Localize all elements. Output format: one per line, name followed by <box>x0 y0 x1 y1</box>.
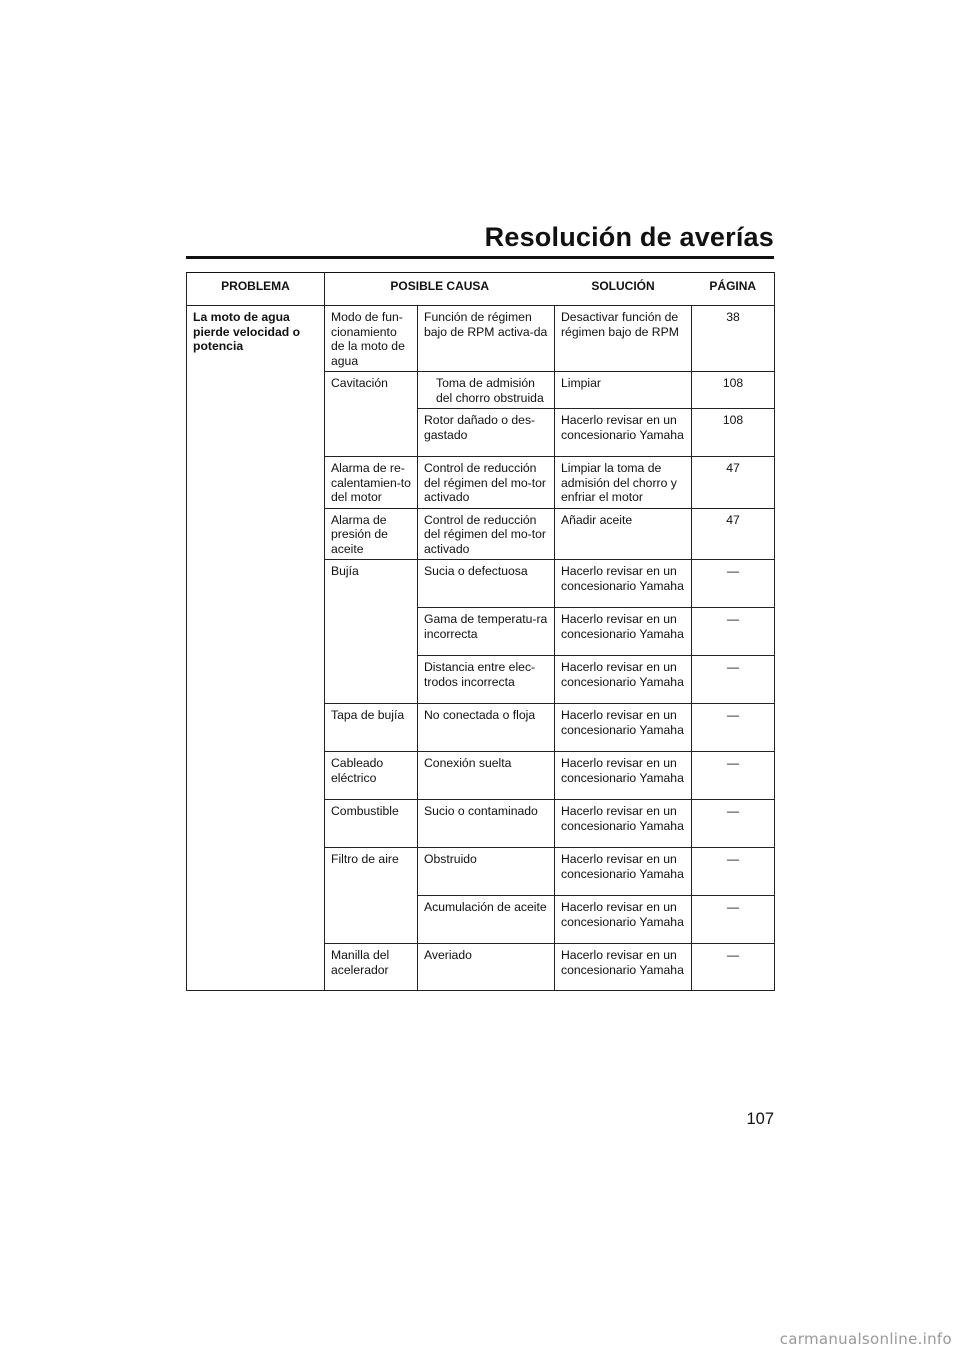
page-number: 107 <box>746 1110 774 1128</box>
header-problema: PROBLEMA <box>187 273 325 306</box>
detail-cell: Acumulación de aceite <box>418 896 555 944</box>
detail-cell: Distancia entre elec-trodos incorrecta <box>418 656 555 704</box>
page-cell: 108 <box>692 372 775 409</box>
detail-cell: Obstruido <box>418 848 555 896</box>
cause-cell: Cavitación <box>325 372 418 457</box>
solution-cell: Hacerlo revisar en un concesionario Yamaha <box>555 800 692 848</box>
page-cell: 47 <box>692 508 775 560</box>
cause-cell: Modo de fun-cionamiento de la moto de agua <box>325 306 418 372</box>
page-cell: 47 <box>692 457 775 509</box>
detail-cell: Sucia o defectuosa <box>418 560 555 608</box>
header-pagina: PÁGINA <box>692 273 775 306</box>
troubleshooting-table <box>186 272 775 991</box>
page-cell: — <box>692 848 775 896</box>
page-cell: — <box>692 608 775 656</box>
solution-cell: Hacerlo revisar en un concesionario Yamaha <box>555 608 692 656</box>
page-cell: 108 <box>692 409 775 457</box>
solution-cell: Añadir aceite <box>555 508 692 560</box>
detail-text: Toma de admisión del chorro obstruida <box>436 376 544 405</box>
solution-cell: Limpiar la toma de admisión del chorro y enfriar el motor <box>555 457 692 509</box>
cause-cell: Filtro de aire <box>325 848 418 944</box>
detail-cell: Función de régimen bajo de RPM activa-da <box>418 306 555 372</box>
watermark: carmanualsonline.info <box>779 1330 952 1348</box>
table-row <box>187 306 775 372</box>
cause-cell: Tapa de bujía <box>325 704 418 752</box>
detail-cell: Gama de temperatu-ra incorrecta <box>418 608 555 656</box>
cause-cell: Combustible <box>325 800 418 848</box>
page-cell: 38 <box>692 306 775 372</box>
cause-cell: Alarma de presión de aceite <box>325 508 418 560</box>
solution-cell: Hacerlo revisar en un concesionario Yamaha <box>555 560 692 608</box>
solution-cell: Hacerlo revisar en un concesionario Yamaha <box>555 944 692 991</box>
detail-cell: Control de reducción del régimen del mo-tor activado <box>418 508 555 560</box>
solution-cell: Hacerlo revisar en un concesionario Yamaha <box>555 896 692 944</box>
cause-cell: Manilla del acelerador <box>325 944 418 991</box>
detail-cell: Sucio o contaminado <box>418 800 555 848</box>
page-cell: — <box>692 656 775 704</box>
page-cell: — <box>692 896 775 944</box>
header-posible-causa: POSIBLE CAUSA <box>325 273 555 306</box>
cause-cell: Bujía <box>325 560 418 704</box>
detail-cell: Control de reducción del régimen del mo-tor activado <box>418 457 555 509</box>
solution-cell: Desactivar función de régimen bajo de RPM <box>555 306 692 372</box>
solution-cell: Hacerlo revisar en un concesionario Yamaha <box>555 704 692 752</box>
detail-cell: Conexión suelta <box>418 752 555 800</box>
cause-cell: Alarma de re-calentamien-to del motor <box>325 457 418 509</box>
solution-cell: Hacerlo revisar en un concesionario Yamaha <box>555 656 692 704</box>
page-cell: — <box>692 704 775 752</box>
detail-cell: Rotor dañado o des-gastado <box>418 409 555 457</box>
table-header-row <box>187 273 775 306</box>
solution-cell: Hacerlo revisar en un concesionario Yamaha <box>555 409 692 457</box>
cause-cell: Cableado eléctrico <box>325 752 418 800</box>
page-cell: — <box>692 752 775 800</box>
detail-cell: No conectada o floja <box>418 704 555 752</box>
page-cell: — <box>692 800 775 848</box>
detail-cell: Averiado <box>418 944 555 991</box>
page-cell: — <box>692 560 775 608</box>
header-solucion: SOLUCIÓN <box>555 273 692 306</box>
problem-cell: La moto de agua pierde velocidad o potencia <box>187 306 325 991</box>
page-cell: — <box>692 944 775 991</box>
solution-cell: Limpiar <box>555 372 692 409</box>
solution-cell: Hacerlo revisar en un concesionario Yamaha <box>555 848 692 896</box>
page-title: Resolución de averías <box>186 222 774 259</box>
detail-cell <box>418 372 555 409</box>
solution-cell: Hacerlo revisar en un concesionario Yamaha <box>555 752 692 800</box>
